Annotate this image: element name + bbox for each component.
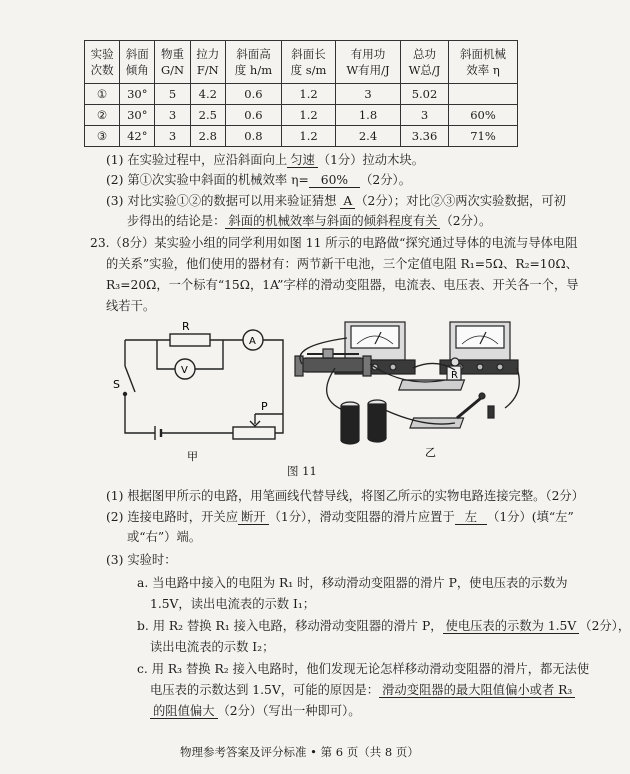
apparatus-r-label: R xyxy=(451,370,458,381)
table-cell: 0.6 xyxy=(225,105,281,126)
header-cell: 斜面 倾角 xyxy=(120,41,155,84)
ammeter-label: A xyxy=(249,336,256,347)
q22-part2-score: （2分）。 xyxy=(360,173,411,187)
q23-step-b-line-1 xyxy=(137,616,630,634)
q22-part3-text: (3) 对比实验①②的数据可以用来验证猜想 xyxy=(106,194,337,208)
q22-part1-score: （1分）拉动木块。 xyxy=(317,153,424,167)
table-cell: 5.02 xyxy=(400,84,448,105)
header-cell: 斜面机械 效率 η xyxy=(449,41,518,84)
table-cell: 4.2 xyxy=(190,84,225,105)
q22-part3-score: （2分）；对比②③两次实验数据，可初 xyxy=(355,194,566,208)
table-cell: 3 xyxy=(155,126,190,147)
table-cell: 2.8 xyxy=(190,126,225,147)
figure-caption: 图 11 xyxy=(287,464,317,478)
header-cell: 总功 W总/J xyxy=(400,41,448,84)
q23-part3: (3) 实验时： xyxy=(106,553,177,567)
q22-part1-text: (1) 在实验过程中，应沿斜面向上 xyxy=(106,153,288,167)
rheostat-symbol xyxy=(233,427,275,439)
table-cell: 30° xyxy=(120,105,155,126)
figure-11 xyxy=(95,318,520,463)
q22-part1 xyxy=(106,150,424,168)
q23-part2-text: (2) 连接电路时，开关应 xyxy=(106,510,238,524)
q23-answer-step-b: 使电压表的示数为 1.5V xyxy=(443,619,580,634)
q23-step-c-score: （2分）（写出一种即可）。 xyxy=(217,704,361,718)
q23-intro-line-3: R₃=20Ω，一个标有“15Ω，1A”字样的滑动变阻器，电流表、电压表、开关各一个，导 xyxy=(106,278,579,292)
q22-answer-2: 60% xyxy=(309,173,360,188)
table-row xyxy=(85,84,518,105)
slider-label: P xyxy=(261,400,268,413)
table-cell: ① xyxy=(85,84,120,105)
table-cell: 3.36 xyxy=(400,126,448,147)
page-footer: 物理参考答案及评分标准 • 第 6 页（共 8 页） xyxy=(180,745,419,759)
q23-step-b-line-2: 读出电流表的示数 I₂； xyxy=(150,640,275,654)
figure-label-yi: 乙 xyxy=(425,446,436,459)
table-cell: 0.8 xyxy=(225,126,281,147)
q23-intro-line-4: 线若干。 xyxy=(106,299,156,313)
table-cell: 2.5 xyxy=(190,105,225,126)
figure-label-jia: 甲 xyxy=(187,450,198,463)
q23-part2-score: （1分）(填“左” xyxy=(487,510,574,524)
q23-answer-switch: 断开 xyxy=(238,510,269,525)
circuit-label-r: R xyxy=(182,320,190,333)
q23-intro-line-1: 23.（8分）某实验小组的同学利用如图 11 所示的电路做“探究通过导体的电流与导体电阻 xyxy=(90,236,578,250)
table-cell: 30° xyxy=(120,84,155,105)
q23-answer-step-c-2: 的阻值偏大 xyxy=(150,704,218,719)
switch-label: S xyxy=(113,378,120,391)
table-cell: 1.8 xyxy=(336,105,401,126)
table-cell: 3 xyxy=(400,105,448,126)
q23-part2-text-3: 或“右”）端。 xyxy=(127,530,202,544)
table-cell: 42° xyxy=(120,126,155,147)
q22-part3-text-2: 步得出的结论是： xyxy=(127,214,226,228)
q22-part3 xyxy=(106,191,566,209)
q23-step-a-line-2: 1.5V，读出电流表的示数 I₁； xyxy=(150,597,316,611)
header-cell: 斜面长 度 s/m xyxy=(282,41,336,84)
q23-part1: (1) 根据图甲所示的电路，用笔画线代替导线，将图乙所示的实物电路连接完整。（2分） xyxy=(106,489,584,503)
table-cell: ② xyxy=(85,105,120,126)
q23-step-c-line-3 xyxy=(150,701,361,719)
table-cell: 60% xyxy=(449,105,518,126)
header-cell: 斜面高 度 h/m xyxy=(225,41,281,84)
q23-answer-step-c: 滑动变阻器的最大阻值偏小或者 R₃ xyxy=(379,683,575,698)
q23-step-b-text: b. 用 R₂ 替换 R₁ 接入电路，移动滑动变阻器的滑片 P， xyxy=(137,619,443,633)
q22-part2-text: (2) 第①次实验中斜面的机械效率 η= xyxy=(106,173,309,187)
table-row xyxy=(85,105,518,126)
q22-answer-4: 斜面的机械效率与斜面的倾斜程度有关 xyxy=(225,214,440,229)
table-cell: 1.2 xyxy=(282,105,336,126)
q22-part3-conclusion xyxy=(127,211,491,229)
table-cell: 1.2 xyxy=(282,126,336,147)
table-cell: 1.2 xyxy=(282,84,336,105)
voltmeter-label: V xyxy=(181,365,188,376)
q22-part3-score-2: （2分）。 xyxy=(440,214,492,228)
q23-step-c-line-2 xyxy=(150,680,575,698)
table-cell xyxy=(449,84,518,105)
table-cell: 3 xyxy=(336,84,401,105)
q23-step-c-line-1: c. 用 R₃ 替换 R₂ 接入电路时，他们发现无论怎样移动滑动变阻器的滑片，都无法使 xyxy=(137,662,590,676)
table-row xyxy=(85,126,518,147)
q22-answer-1: 匀速 xyxy=(287,153,318,168)
experiment-table xyxy=(84,40,518,147)
circuit-diagram xyxy=(124,330,284,440)
table-header-row xyxy=(85,41,518,84)
table-cell: ③ xyxy=(85,126,120,147)
q23-step-a-line-1: a. 当电路中接入的电阻为 R₁ 时，移动滑动变阻器的滑片 P，使电压表的示数为 xyxy=(137,576,568,590)
header-cell: 拉力 F/N xyxy=(190,41,225,84)
q22-part2 xyxy=(106,170,411,188)
table-cell: 5 xyxy=(155,84,190,105)
table-cell: 0.6 xyxy=(225,84,281,105)
header-cell: 有用功 W有用/J xyxy=(336,41,401,84)
q23-step-b-score: （2分）， xyxy=(579,619,630,633)
batteries xyxy=(341,400,386,444)
header-cell: 实验 次数 xyxy=(85,41,120,84)
q22-answer-3: A xyxy=(340,194,355,209)
table-cell: 3 xyxy=(155,105,190,126)
apparatus-photo xyxy=(295,322,519,444)
q23-step-c-text: 电压表的示数达到 1.5V，可能的原因是： xyxy=(150,683,380,697)
q23-part2-text-2: （1分），滑动变阻器的滑片应置于 xyxy=(268,510,455,524)
q23-part2 xyxy=(106,507,574,525)
header-cell: 物重 G/N xyxy=(155,41,190,84)
q23-answer-slider: 左 xyxy=(455,510,487,525)
table-cell: 2.4 xyxy=(336,126,401,147)
q23-intro-line-2: 的关系”实验，他们使用的器材有：两节新干电池，三个定值电阻 R₁=5Ω、R₂=10Ω、 xyxy=(106,257,578,271)
table-cell: 71% xyxy=(449,126,518,147)
resistor-symbol xyxy=(170,334,210,346)
